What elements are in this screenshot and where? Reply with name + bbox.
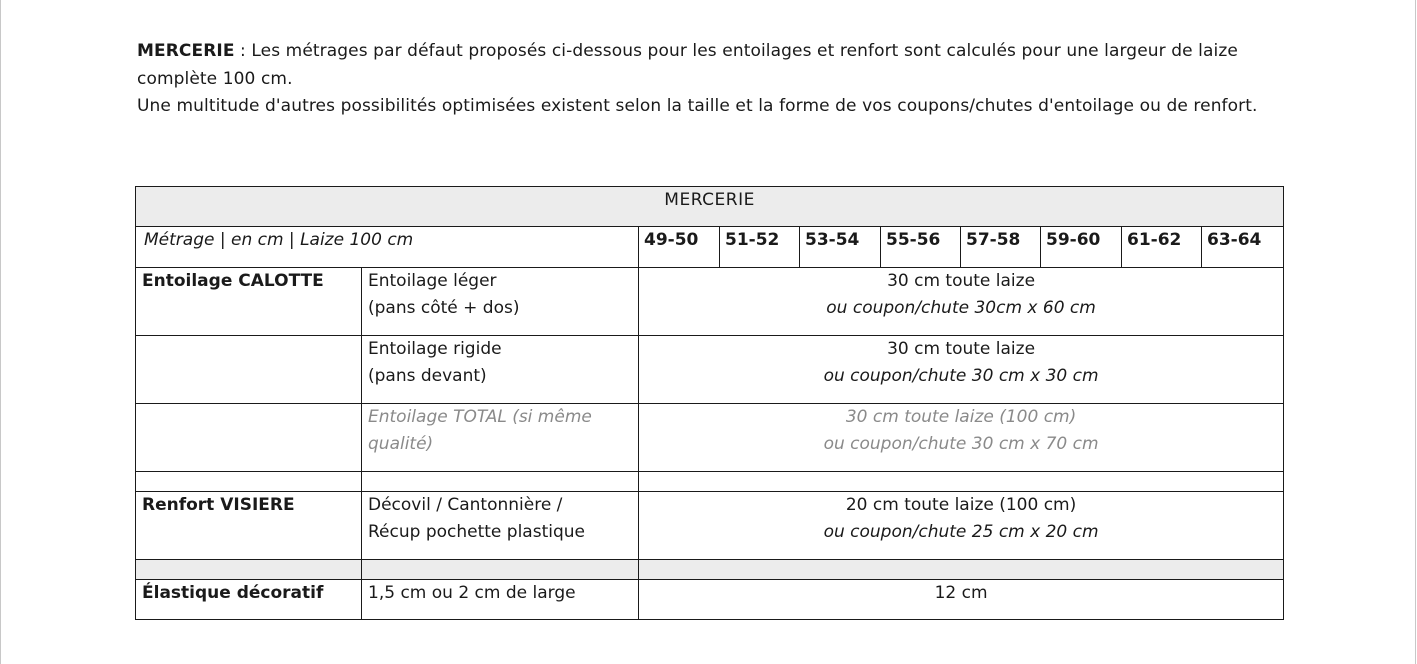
intro-line-1 — [137, 38, 1277, 93]
item-line: Décovil / Cantonnière / — [368, 495, 563, 515]
item-line: qualité) — [368, 434, 434, 454]
item-line: Entoilage léger — [368, 271, 497, 291]
item-line: Entoilage rigide — [368, 339, 502, 359]
table-title-row — [136, 187, 1284, 227]
metrage-label: Métrage | en cm | Laize 100 cm — [136, 227, 639, 268]
intro-text-1: : Les métrages par défaut proposés ci-dessous pour les entoilages et renfort sont calculés pour une largeur de laize complète 100 cm. — [137, 41, 1238, 89]
size-cell: 55-56 — [881, 227, 961, 268]
row-label: Élastique décoratif — [136, 580, 362, 620]
intro-paragraph — [137, 38, 1277, 121]
table-row — [136, 404, 1284, 472]
empty-cell — [136, 472, 362, 492]
table-row — [136, 268, 1284, 336]
item-cell — [362, 404, 639, 472]
value-line: 30 cm toute laize — [887, 271, 1036, 291]
size-cell: 63-64 — [1202, 227, 1284, 268]
empty-cell — [362, 560, 639, 580]
value-line: 30 cm toute laize (100 cm) — [845, 407, 1077, 427]
item-line: Entoilage TOTAL (si même — [368, 407, 592, 427]
value-cell — [639, 336, 1284, 404]
value-alt-line: ou coupon/chute 25 cm x 20 cm — [823, 522, 1099, 542]
size-cell: 51-52 — [720, 227, 800, 268]
value-line: 30 cm toute laize — [887, 339, 1036, 359]
empty-cell — [136, 560, 362, 580]
item-cell — [362, 268, 639, 336]
value-alt-line: ou coupon/chute 30cm x 60 cm — [826, 298, 1096, 318]
empty-cell — [639, 560, 1284, 580]
item-line: (pans côté + dos) — [368, 298, 520, 318]
item-line: (pans devant) — [368, 366, 487, 386]
size-cell: 49-50 — [639, 227, 720, 268]
size-cell: 61-62 — [1122, 227, 1202, 268]
item-cell — [362, 492, 639, 560]
item-cell — [362, 336, 639, 404]
row-label: Entoilage CALOTTE — [136, 268, 362, 336]
value-line: 20 cm toute laize (100 cm) — [845, 495, 1077, 515]
size-cell: 59-60 — [1041, 227, 1122, 268]
value-cell — [639, 404, 1284, 472]
size-header-row — [136, 227, 1284, 268]
intro-line-2: Une multitude d'autres possibilités optimisées existent selon la taille et la forme de vos coupons/chutes d'entoilage ou de renfort. — [137, 96, 1258, 116]
table-title: MERCERIE — [136, 187, 1284, 227]
page-right-border — [1415, 0, 1416, 664]
spacer-row — [136, 560, 1284, 580]
empty-cell — [639, 472, 1284, 492]
item-line: Récup pochette plastique — [368, 522, 585, 542]
value-alt-line: ou coupon/chute 30 cm x 30 cm — [823, 366, 1099, 386]
spacer-row — [136, 472, 1284, 492]
size-cell: 57-58 — [961, 227, 1041, 268]
row-label — [136, 404, 362, 472]
table-row — [136, 336, 1284, 404]
size-cell: 53-54 — [800, 227, 881, 268]
table-row — [136, 492, 1284, 560]
value-alt-line: ou coupon/chute 30 cm x 70 cm — [823, 434, 1099, 454]
empty-cell — [362, 472, 639, 492]
value-cell: 12 cm — [639, 580, 1284, 620]
value-cell — [639, 492, 1284, 560]
row-label: Renfort VISIERE — [136, 492, 362, 560]
mercerie-table — [135, 186, 1284, 620]
page-left-border — [0, 0, 1, 664]
table-row — [136, 580, 1284, 620]
value-cell — [639, 268, 1284, 336]
intro-lead: MERCERIE — [137, 41, 235, 61]
row-label — [136, 336, 362, 404]
item-cell: 1,5 cm ou 2 cm de large — [362, 580, 639, 620]
